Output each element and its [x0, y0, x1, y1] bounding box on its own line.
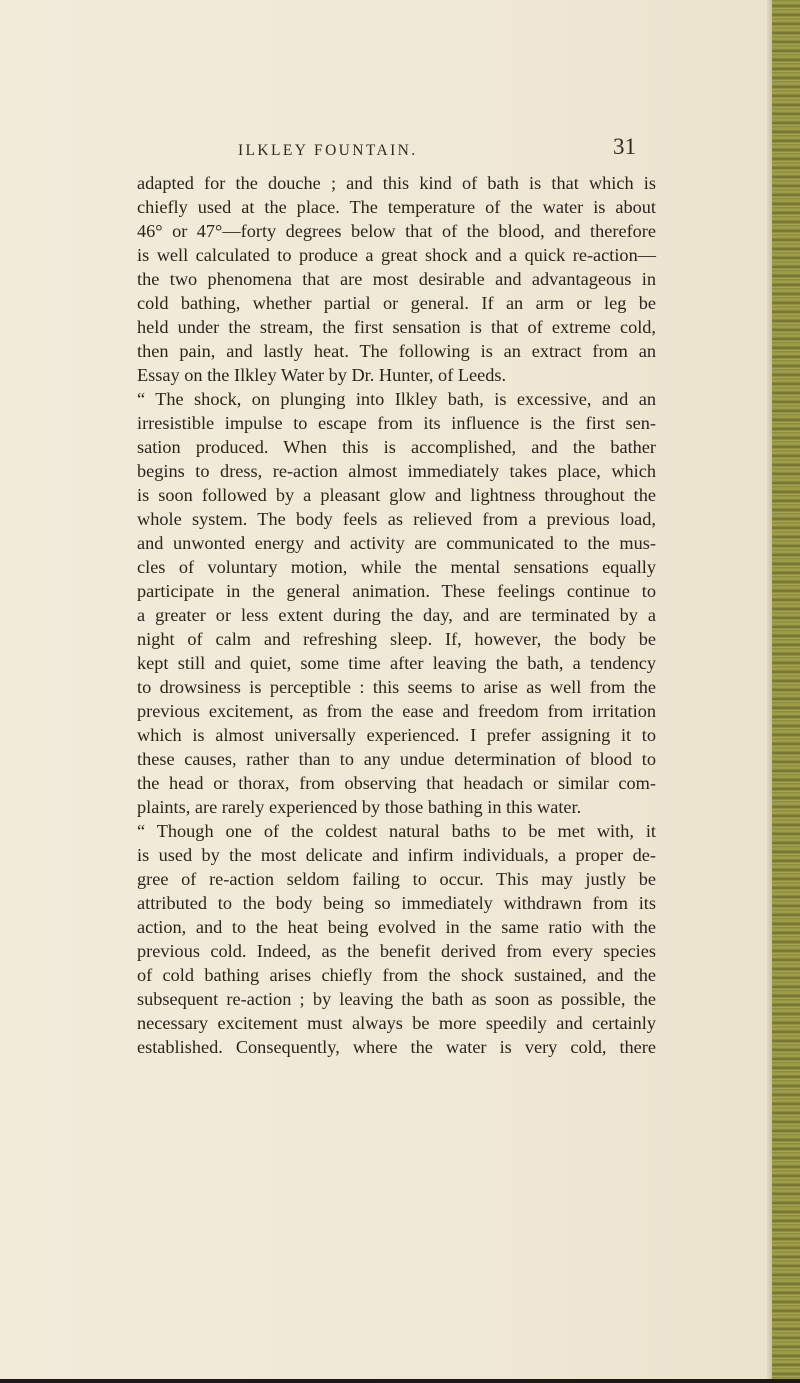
text-line: and unwonted energy and activity are communicated to the mus-: [137, 533, 656, 553]
text-line: begins to dress, re-action almost immediately takes place, which: [137, 461, 656, 481]
text-line: 46° or 47°—forty degrees below that of the blood, and therefore: [137, 221, 656, 241]
text-line: plaints, are rarely experienced by those bathing in this water.: [137, 797, 582, 817]
text-line: cold bathing, whether partial or general. If an arm or leg be: [137, 293, 656, 313]
text-line: cles of voluntary motion, while the mental sensations equally: [137, 557, 656, 577]
text-line: irresistible impulse to escape from its influence is the first sen-: [137, 413, 656, 433]
text-line: these causes, rather than to any undue determination of blood to: [137, 749, 656, 769]
text-line: whole system. The body feels as relieved from a previous load,: [137, 509, 656, 529]
text-line: “ The shock, on plunging into Ilkley bath, is excessive, and an: [137, 389, 656, 409]
book-spine: [772, 0, 800, 1383]
text-line: previous excitement, as from the ease and freedom from irritation: [137, 701, 656, 721]
text-line: action, and to the heat being evolved in the same ratio with the: [137, 917, 656, 937]
text-line: participate in the general animation. These feelings continue to: [137, 581, 656, 601]
text-line: kept still and quiet, some time after leaving the bath, a tendency: [137, 653, 656, 673]
text-line: the head or thorax, from observing that headach or similar com-: [137, 773, 656, 793]
text-line: the two phenomena that are most desirable and advantageous in: [137, 269, 656, 289]
text-line: then pain, and lastly heat. The following is an extract from an: [137, 341, 656, 361]
text-line: gree of re-action seldom failing to occur. This may justly be: [137, 869, 656, 889]
text-line: a greater or less extent during the day, and are terminated by a: [137, 605, 656, 625]
body-text: [137, 171, 656, 1059]
text-line: to drowsiness is perceptible : this seems to arise as well from the: [137, 677, 656, 697]
text-line: sation produced. When this is accomplished, and the bather: [137, 437, 656, 457]
page-header: [0, 134, 772, 164]
text-line: is used by the most delicate and infirm individuals, a proper de-: [137, 845, 656, 865]
text-line: of cold bathing arises chiefly from the shock sustained, and the: [137, 965, 656, 985]
text-line: subsequent re-action ; by leaving the bath as soon as possible, the: [137, 989, 656, 1009]
text-line: held under the stream, the first sensation is that of extreme cold,: [137, 317, 656, 337]
running-head: ILKLEY FOUNTAIN.: [238, 142, 418, 159]
text-line: adapted for the douche ; and this kind of bath is that which is: [137, 173, 656, 193]
text-line: previous cold. Indeed, as the benefit derived from every species: [137, 941, 656, 961]
text-line: is well calculated to produce a great shock and a quick re-action—: [137, 245, 656, 265]
page-number: 31: [613, 134, 636, 159]
text-line: which is almost universally experienced. I prefer assigning it to: [137, 725, 656, 745]
text-line: “ Though one of the coldest natural baths to be met with, it: [137, 821, 656, 841]
text-line: is soon followed by a pleasant glow and lightness throughout the: [137, 485, 656, 505]
text-line: established. Consequently, where the water is very cold, there: [137, 1037, 656, 1057]
text-line: necessary excitement must always be more speedily and certainly: [137, 1013, 656, 1033]
text-line: Essay on the Ilkley Water by Dr. Hunter, of Leeds.: [137, 365, 507, 385]
bottom-border: [0, 1379, 800, 1383]
text-line: chiefly used at the place. The temperature of the water is about: [137, 197, 656, 217]
text-line: attributed to the body being so immediately withdrawn from its: [137, 893, 656, 913]
text-line: night of calm and refreshing sleep. If, however, the body be: [137, 629, 656, 649]
